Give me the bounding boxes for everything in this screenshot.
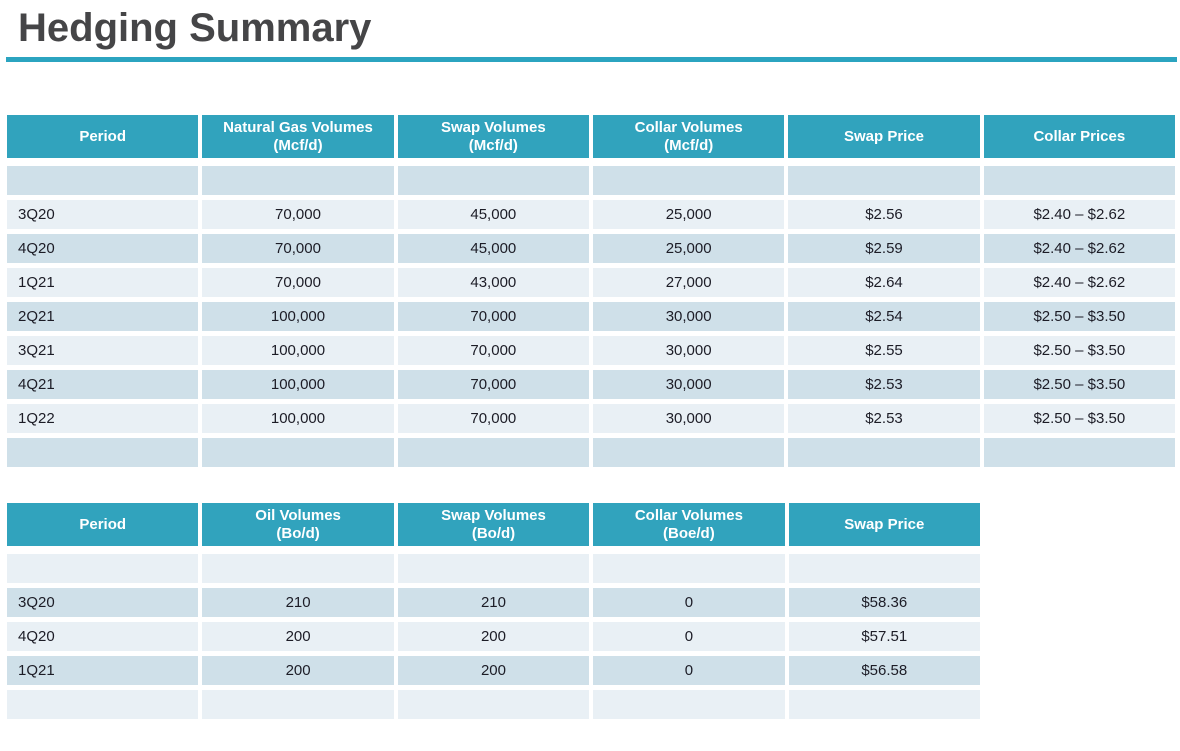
oil-header-swap-volumes: Swap Volumes (Bo/d)	[398, 503, 589, 546]
gas-filler-cell	[788, 438, 979, 467]
cell-gas-volumes: 100,000	[202, 336, 393, 365]
cell-collar-prices: $2.40 – $2.62	[984, 200, 1175, 229]
oil-header-collar-volumes: Collar Volumes (Boe/d)	[593, 503, 784, 546]
cell-gas-volumes: 100,000	[202, 404, 393, 433]
cell-collar-volumes: 30,000	[593, 404, 784, 433]
oil-filler-cell	[593, 554, 784, 583]
cell-swap-volumes: 45,000	[398, 200, 589, 229]
gas-filler-cell	[202, 438, 393, 467]
cell-swap-volumes: 70,000	[398, 370, 589, 399]
oil-filler-cell	[398, 554, 589, 583]
cell-gas-volumes: 100,000	[202, 302, 393, 331]
gas-filler-cell	[202, 166, 393, 195]
cell-oil-volumes: 210	[202, 588, 393, 617]
cell-period: 1Q21	[7, 268, 198, 297]
cell-swap-volumes: 70,000	[398, 302, 589, 331]
gas-header-period: Period	[7, 115, 198, 158]
cell-period: 4Q21	[7, 370, 198, 399]
gas-filler-cell	[7, 166, 198, 195]
cell-period: 2Q21	[7, 302, 198, 331]
cell-collar-volumes: 25,000	[593, 234, 784, 263]
cell-swap-price: $2.54	[788, 302, 979, 331]
cell-collar-prices: $2.40 – $2.62	[984, 268, 1175, 297]
cell-swap-volumes: 200	[398, 656, 589, 685]
cell-gas-volumes: 70,000	[202, 234, 393, 263]
gas-filler-cell	[7, 438, 198, 467]
cell-collar-volumes: 30,000	[593, 336, 784, 365]
oil-filler-cell	[7, 554, 198, 583]
cell-swap-volumes: 43,000	[398, 268, 589, 297]
oil-filler-cell	[202, 690, 393, 719]
cell-swap-volumes: 45,000	[398, 234, 589, 263]
cell-period: 1Q21	[7, 656, 198, 685]
cell-collar-volumes: 0	[593, 588, 784, 617]
cell-collar-prices: $2.50 – $3.50	[984, 404, 1175, 433]
gas-filler-cell	[984, 438, 1175, 467]
cell-oil-volumes: 200	[202, 656, 393, 685]
cell-period: 4Q20	[7, 622, 198, 651]
cell-swap-price: $58.36	[789, 588, 980, 617]
cell-collar-volumes: 0	[593, 656, 784, 685]
cell-swap-volumes: 70,000	[398, 336, 589, 365]
cell-gas-volumes: 70,000	[202, 200, 393, 229]
gas-filler-cell	[398, 166, 589, 195]
oil-filler-cell	[7, 690, 198, 719]
gas-header-swap-volumes: Swap Volumes (Mcf/d)	[398, 115, 589, 158]
oil-filler-cell	[789, 690, 980, 719]
cell-collar-prices: $2.40 – $2.62	[984, 234, 1175, 263]
gas-header-swap-price: Swap Price	[788, 115, 979, 158]
cell-collar-prices: $2.50 – $3.50	[984, 302, 1175, 331]
oil-hedging-table	[7, 503, 980, 719]
oil-header-oil-volumes: Oil Volumes (Bo/d)	[202, 503, 393, 546]
gas-header-collar-volumes: Collar Volumes (Mcf/d)	[593, 115, 784, 158]
oil-header-swap-price: Swap Price	[789, 503, 980, 546]
cell-gas-volumes: 100,000	[202, 370, 393, 399]
gas-table-body	[7, 166, 1175, 467]
cell-swap-price: $56.58	[789, 656, 980, 685]
oil-header-period: Period	[7, 503, 198, 546]
oil-filler-cell	[789, 554, 980, 583]
cell-collar-volumes: 30,000	[593, 370, 784, 399]
oil-filler-cell	[202, 554, 393, 583]
oil-filler-cell	[398, 690, 589, 719]
gas-table-header-row	[7, 115, 1175, 158]
cell-collar-volumes: 0	[593, 622, 784, 651]
oil-filler-cell	[593, 690, 784, 719]
oil-table-body	[7, 554, 980, 719]
cell-gas-volumes: 70,000	[202, 268, 393, 297]
cell-swap-price: $2.53	[788, 370, 979, 399]
gas-filler-cell	[593, 166, 784, 195]
cell-swap-volumes: 70,000	[398, 404, 589, 433]
cell-swap-price: $2.55	[788, 336, 979, 365]
cell-swap-volumes: 210	[398, 588, 589, 617]
cell-period: 4Q20	[7, 234, 198, 263]
gas-header-gas-volumes: Natural Gas Volumes (Mcf/d)	[202, 115, 393, 158]
cell-swap-price: $2.56	[788, 200, 979, 229]
cell-collar-prices: $2.50 – $3.50	[984, 370, 1175, 399]
page-title: Hedging Summary	[18, 6, 372, 50]
gas-header-collar-prices: Collar Prices	[984, 115, 1175, 158]
cell-swap-price: $57.51	[789, 622, 980, 651]
cell-period: 1Q22	[7, 404, 198, 433]
cell-period: 3Q20	[7, 200, 198, 229]
cell-collar-volumes: 27,000	[593, 268, 784, 297]
title-divider-rule	[6, 57, 1177, 62]
natural-gas-hedging-table	[7, 115, 1175, 467]
cell-oil-volumes: 200	[202, 622, 393, 651]
cell-collar-prices: $2.50 – $3.50	[984, 336, 1175, 365]
oil-table-header-row	[7, 503, 980, 546]
cell-period: 3Q20	[7, 588, 198, 617]
cell-collar-volumes: 30,000	[593, 302, 784, 331]
cell-period: 3Q21	[7, 336, 198, 365]
cell-swap-price: $2.64	[788, 268, 979, 297]
gas-filler-cell	[398, 438, 589, 467]
gas-filler-cell	[984, 166, 1175, 195]
cell-swap-volumes: 200	[398, 622, 589, 651]
cell-swap-price: $2.53	[788, 404, 979, 433]
gas-filler-cell	[593, 438, 784, 467]
gas-filler-cell	[788, 166, 979, 195]
cell-collar-volumes: 25,000	[593, 200, 784, 229]
cell-swap-price: $2.59	[788, 234, 979, 263]
